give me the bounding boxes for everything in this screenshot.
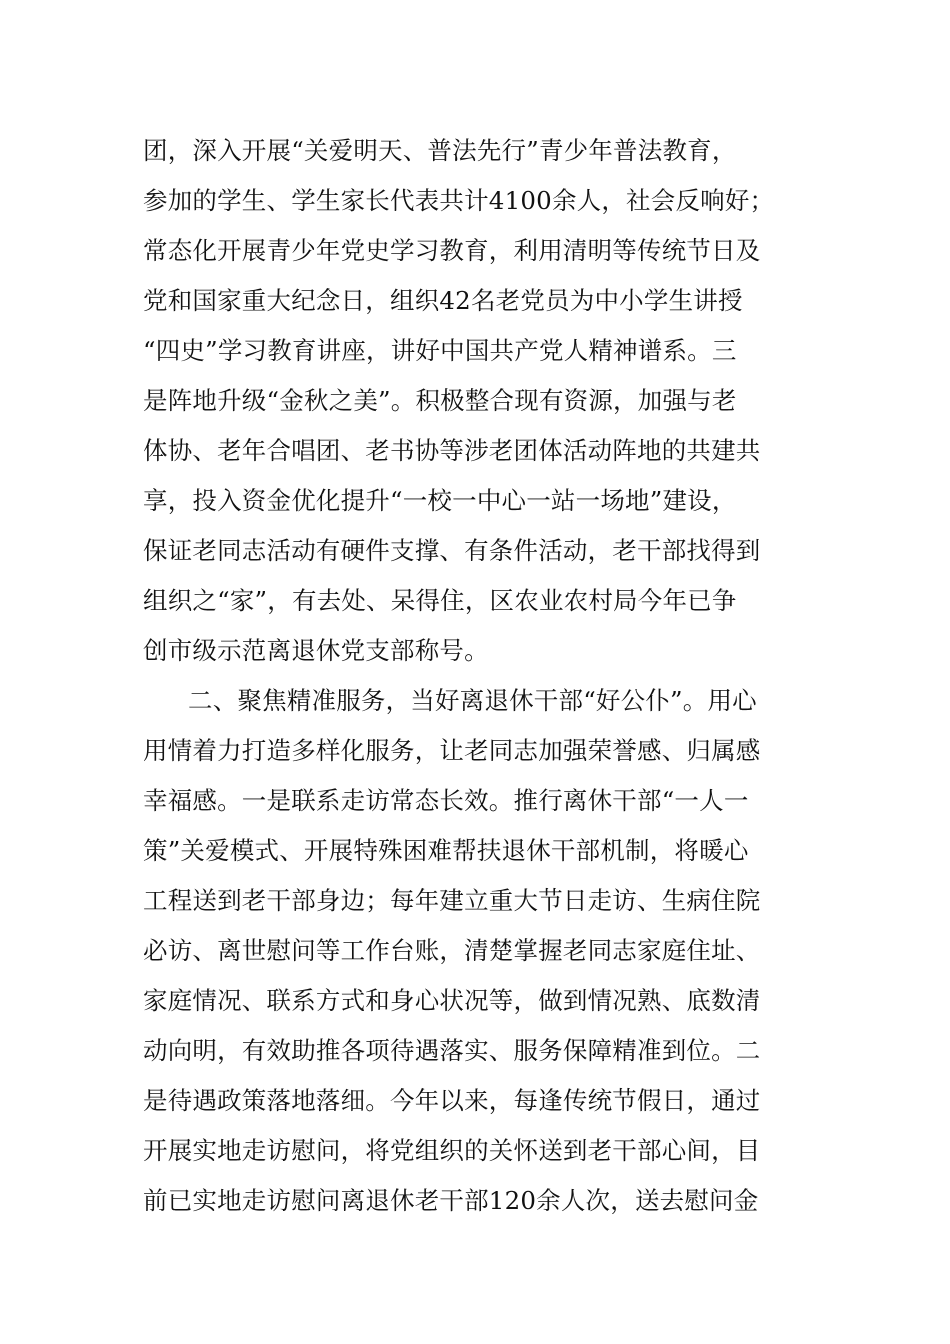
text-line: 策”关爱模式、开展特殊困难帮扶退休干部机制，将暖心: [143, 836, 749, 865]
text-line: 创市级示范离退休党支部称号。: [143, 636, 489, 665]
text-line: 组织之“家”，有去处、呆得住，区农业农村局今年已争: [143, 586, 737, 615]
text-line: 党和国家重大纪念日，组织42名老党员为中小学生讲授: [143, 286, 743, 315]
text-line: 必访、离世慰问等工作台账，清楚掌握老同志家庭住址、: [143, 936, 761, 965]
paragraph-start-line: 二、聚焦精准服务，当好离退休干部“好公仆”。用心: [188, 686, 757, 715]
text-line: 是待遇政策落地落细。今年以来，每逢传统节假日，通过: [143, 1086, 761, 1115]
text-line: 幸福感。一是联系走访常态长效。推行离休干部“一人一: [143, 786, 749, 815]
text-line: 参加的学生、学生家长代表共计4100余人，社会反响好；: [143, 186, 775, 215]
text-line: 享，投入资金优化提升“一校一中心一站一场地”建设，: [143, 486, 737, 515]
text-line: 体协、老年合唱团、老书协等涉老团体活动阵地的共建共: [143, 436, 761, 465]
text-line: 开展实地走访慰问，将党组织的关怀送到老干部心间，目: [143, 1136, 761, 1165]
text-line: 家庭情况、联系方式和身心状况等，做到情况熟、底数清: [143, 986, 761, 1015]
text-line: “四史”学习教育讲座，讲好中国共产党人精神谱系。三: [143, 336, 737, 365]
text-line: 动向明，有效助推各项待遇落实、服务保障精准到位。二: [143, 1036, 761, 1065]
text-line: 用情着力打造多样化服务，让老同志加强荣誉感、归属感: [143, 736, 761, 765]
text-line: 是阵地升级“金秋之美”。积极整合现有资源，加强与老: [143, 386, 737, 415]
text-line: 常态化开展青少年党史学习教育，利用清明等传统节日及: [143, 236, 761, 265]
text-line: 前已实地走访慰问离退休老干部120余人次，送去慰问金: [143, 1186, 759, 1215]
text-line: 工程送到老干部身边；每年建立重大节日走访、生病住院: [143, 886, 761, 915]
text-line: 保证老同志活动有硬件支撑、有条件活动，老干部找得到: [143, 536, 761, 565]
text-line: 团，深入开展“关爱明天、普法先行”青少年普法教育，: [143, 136, 737, 165]
